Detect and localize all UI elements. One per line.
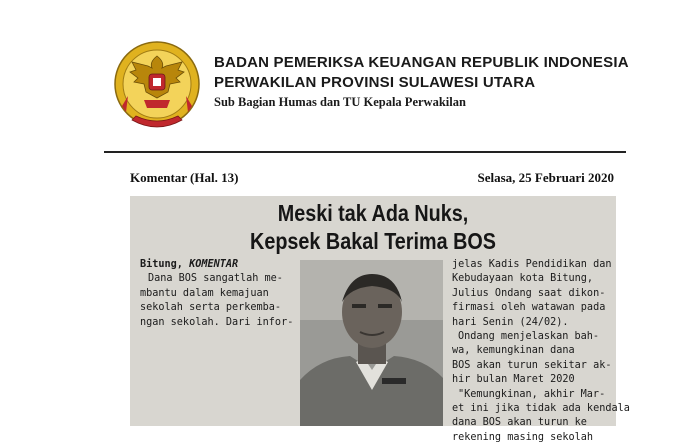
article-line: rekening masing sekolah <box>452 431 594 443</box>
source-newspaper: Komentar (Hal. 13) <box>130 170 239 185</box>
article-line: mbantu dalam kemajuan <box>140 287 269 299</box>
header-office-name: PERWAKILAN PROVINSI SULAWESI UTARA <box>214 74 536 91</box>
article-line: ngan sekolah. Dari infor- <box>140 316 294 328</box>
headline-line-1: Meski tak Ada Nuks, <box>277 200 469 226</box>
article-line: Ondang menjelaskan bah- <box>458 331 600 343</box>
header-divider <box>104 151 626 153</box>
source-date: Selasa, 25 Februari 2020 <box>477 170 614 185</box>
article-line: et ini jika tidak ada kendala <box>452 403 630 415</box>
news-clipping <box>130 196 630 443</box>
article-column-right <box>452 258 630 445</box>
article-line: hari Senin (24/02). <box>452 316 569 328</box>
headline-line-2: Kepsek Bakal Terima BOS <box>250 228 496 254</box>
bpk-logo <box>112 36 202 136</box>
article-line: "Kemungkinan, akhir Mar- <box>458 388 606 400</box>
article-column-left <box>140 258 298 330</box>
dateline-place: Bitung, <box>140 259 183 270</box>
dateline <box>140 258 298 272</box>
article-line: sekolah serta perkemba- <box>140 302 282 314</box>
article-line: Kebudayaan kota Bitung, <box>452 273 594 285</box>
article-line: firmasi oleh watawan pada <box>452 302 606 314</box>
news-photo <box>300 260 443 426</box>
article-line: Julius Ondang saat dikon- <box>452 287 606 299</box>
article-line: dana BOS akan turun ke <box>452 417 587 429</box>
article-line: hir bulan Maret 2020 <box>452 374 575 386</box>
article-line: BOS akan turun sekitar ak- <box>452 359 612 371</box>
header-org-name: BADAN PEMERIKSA KEUANGAN REPUBLIK INDONESIA <box>214 54 629 71</box>
article-line: jelas Kadis Pendidikan dan <box>452 259 612 270</box>
header-sub-division: Sub Bagian Humas dan TU Kepala Perwakilan <box>214 95 466 109</box>
dateline-outlet: KOMENTAR <box>189 259 239 270</box>
article-line: Dana BOS sangatlah me- <box>148 273 283 285</box>
article-line: wa, kemungkinan dana <box>452 345 575 357</box>
